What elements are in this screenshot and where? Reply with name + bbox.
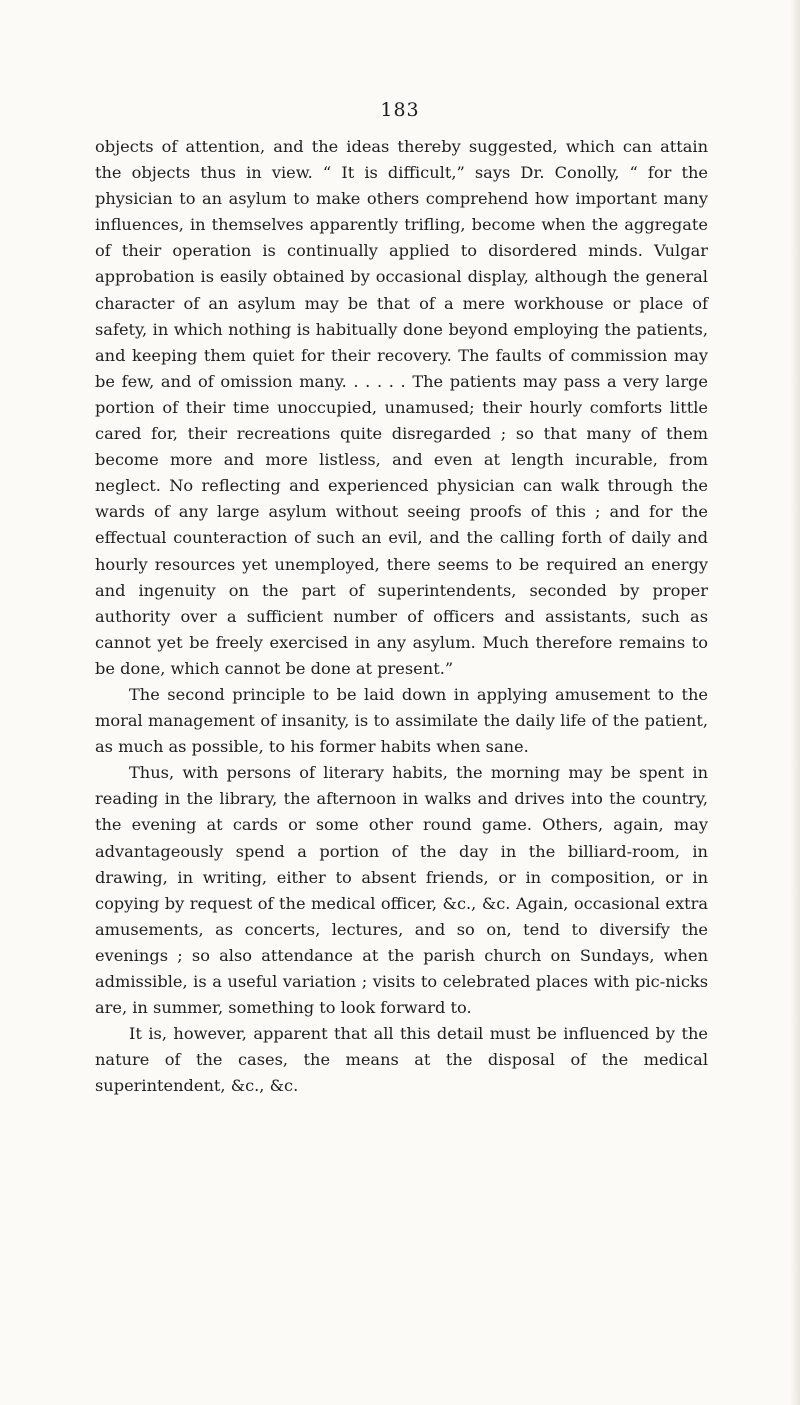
body-text [95, 134, 708, 1099]
paragraph-continuation: objects of attention, and the ideas thereby suggested, which can attain the objects thus in view. “ It is difficult,” says Dr. Conolly, “ for the physician to an asylum to make others comprehend how important many influences, in themselves apparently trifling, become when the aggregate of their operation is continually applied to disordered minds. Vulgar approbation is easily obtained by occasional display, although the general character of an asylum may be that of a mere workhouse or place of safety, in which nothing is habitually done beyond employing the patients, and keeping them quiet for their recovery. The faults of commission may be few, and of omission many. . . . . . The patients may pass a very large portion of their time unoccupied, unamused; their hourly comforts little cared for, their recreations quite disregarded ; so that many of them become more and more listless, and even at length incurable, from neglect. No reflecting and experienced physician can walk through the wards of any large asylum without seeing proofs of this ; and for the effectual counteraction of such an evil, and the calling forth of daily and hourly resources yet unemployed, there seems to be required an energy and ingenuity on the part of superintendents, seconded by proper authority over a sufficient number of officers and assistants, such as cannot yet be freely exercised in any asylum. Much therefore remains to be done, which cannot be done at present.” [95, 137, 708, 678]
paragraph-second-principle: The second principle to be laid down in applying amusement to the moral management of insanity, is to assimilate the daily life of the patient, as much as possible, to his former habits when sane. [95, 684, 708, 757]
page-edge-shadow [790, 0, 800, 1405]
paragraph-conclusion: It is, however, apparent that all this detail must be influenced by the nature of the cases, the means at the disposal of the medical superintendent, &c., &c. [95, 1024, 708, 1096]
page-number: 183 [380, 99, 420, 121]
paragraph-literary-habits: Thus, with persons of literary habits, the morning may be spent in reading in the library, the afternoon in walks and drives into the country, the evening at cards or some other round game. Others, again, may advantageously spend a portion of the day in the billiard-room, in drawing, in writing, either to absent friends, or in composition, or in copying by request of the medical officer, &c., &c. Again, occasional extra amusements, as concerts, lectures, and so on, tend to diversify the evenings ; so also attendance at the parish church on Sundays, when admissible, is a useful variation ; visits to celebrated places with pic-nicks are, in summer, something to look forward to. [95, 763, 708, 1018]
